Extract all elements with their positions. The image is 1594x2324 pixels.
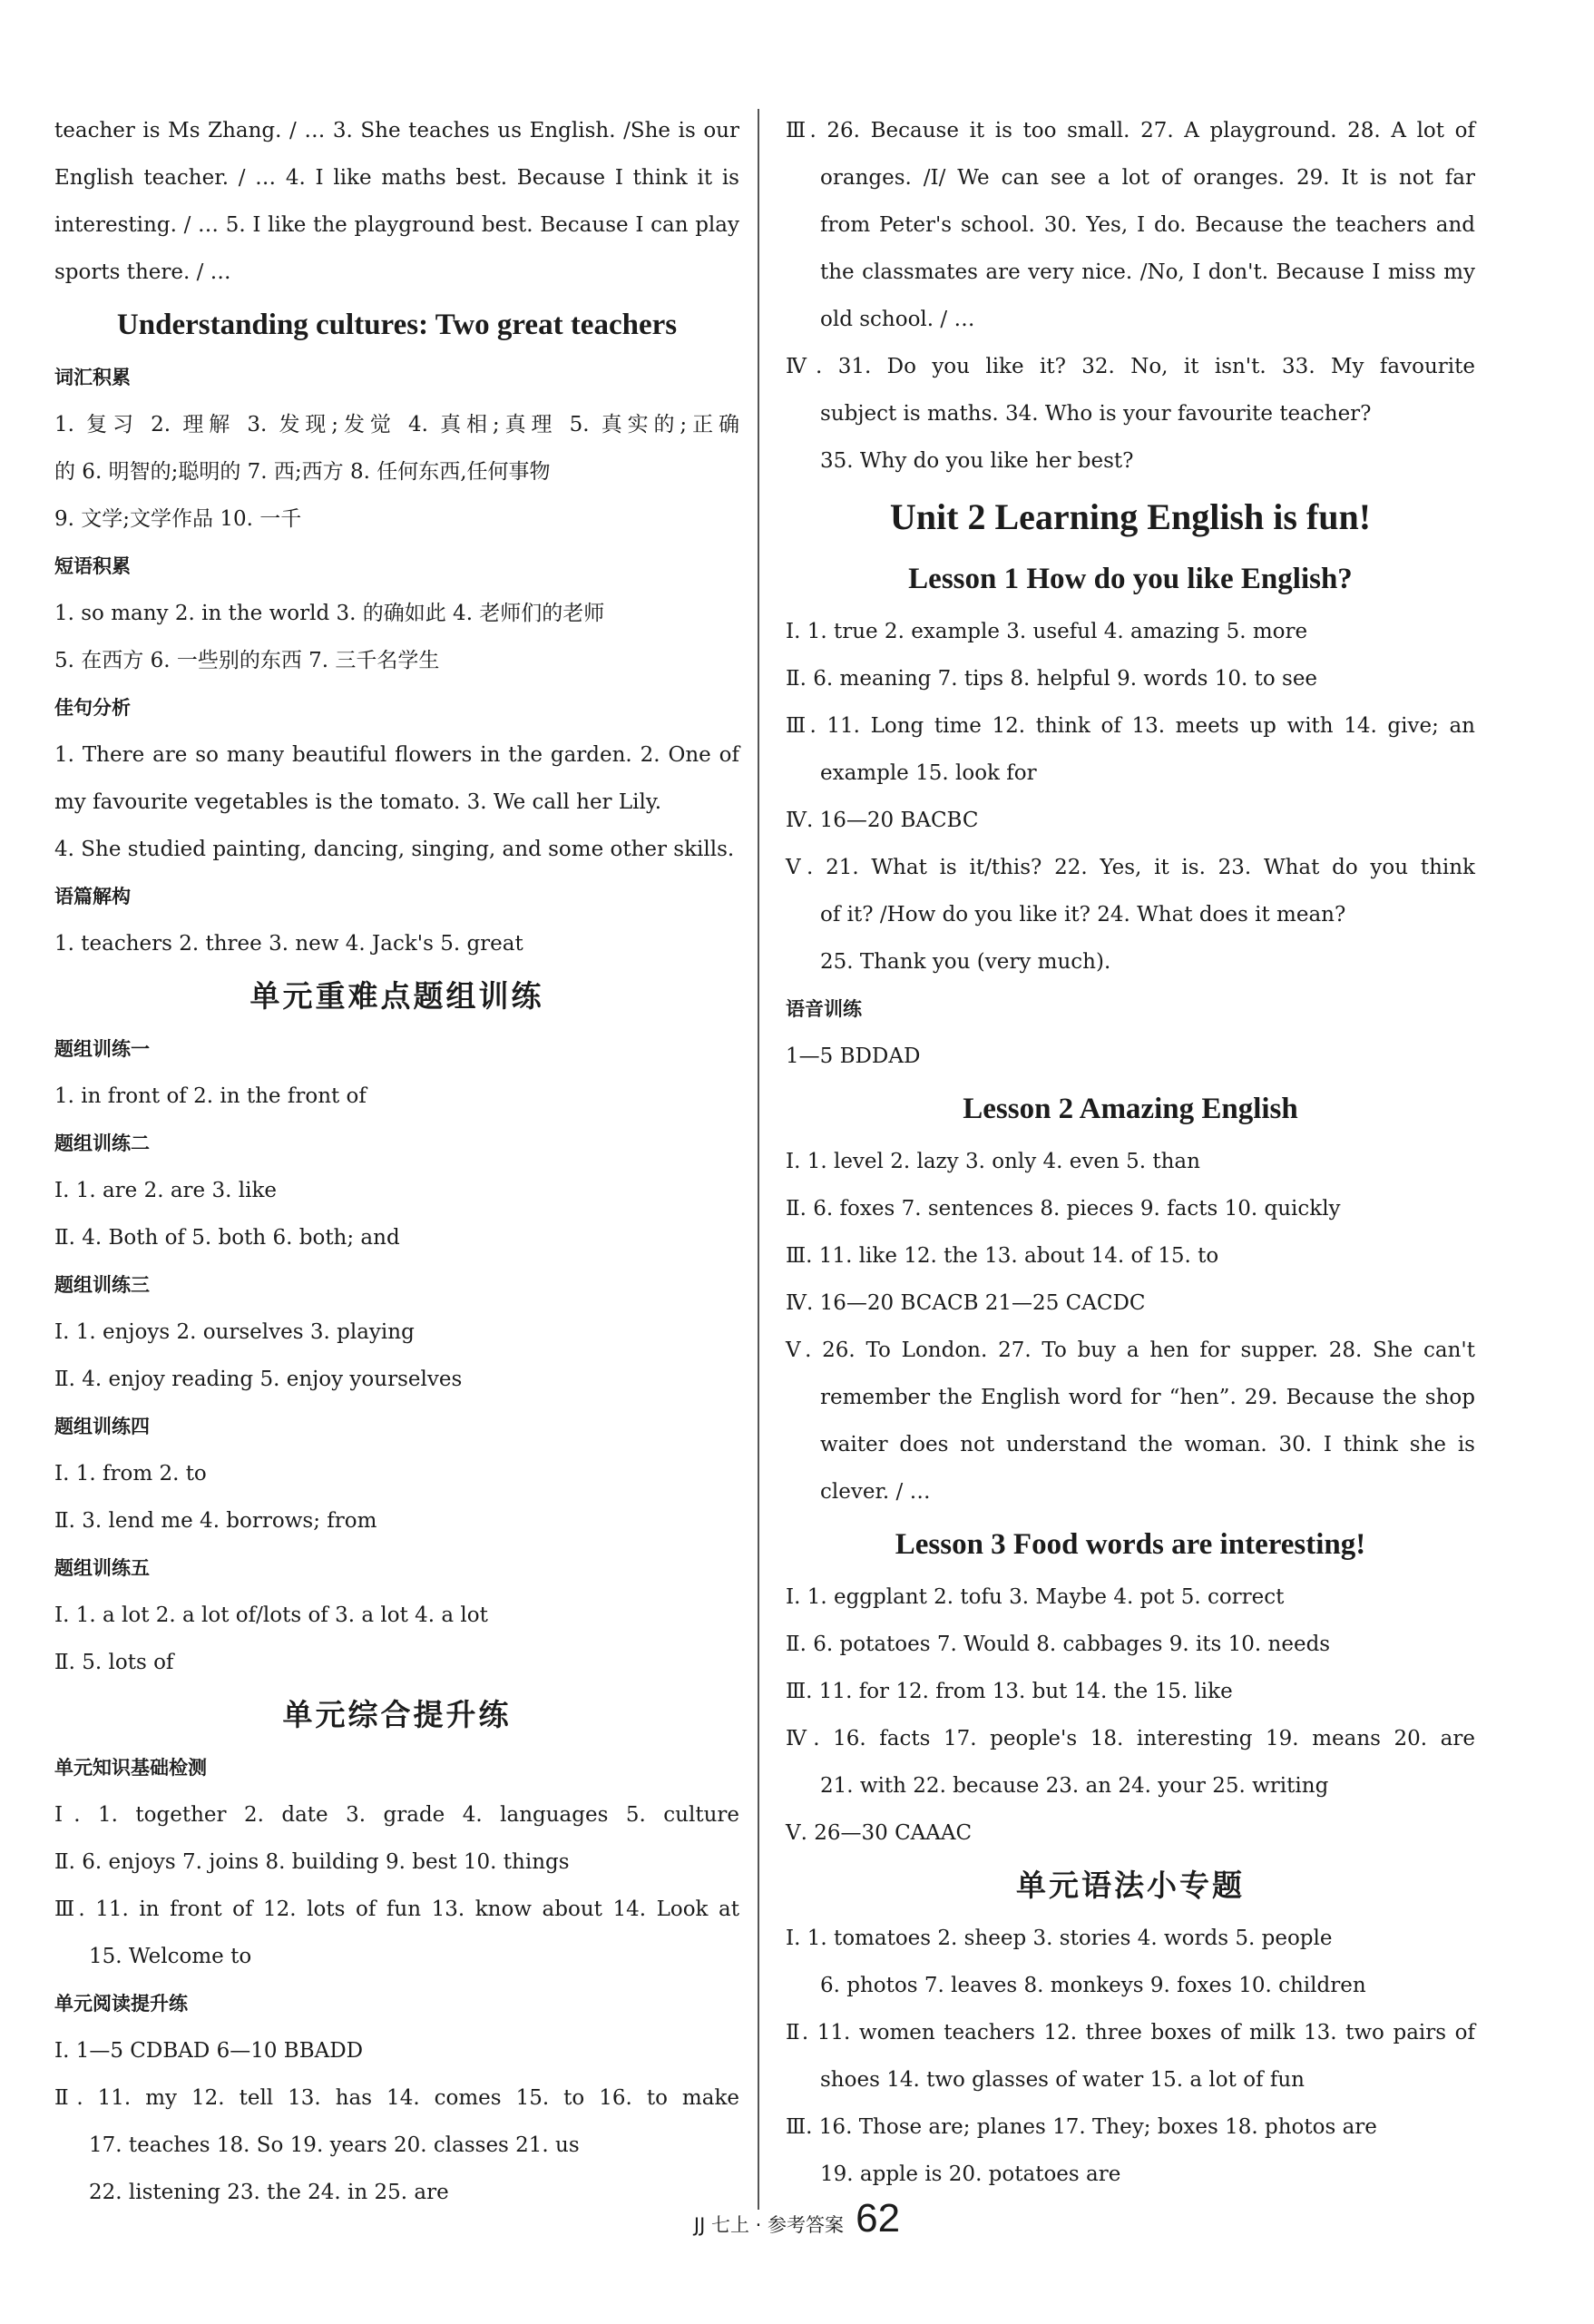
answer-line: Ⅰ. 1. enjoys 2. ourselves 3. playing (54, 1320, 415, 1344)
section-title: 单元语法小专题 (1016, 1868, 1245, 1903)
answer-line: Ⅲ. 11. in front of 12. lots of fun 13. know about 14. Look at (54, 1897, 739, 1921)
answer-line: Ⅰ. 1—5 CDBAD 6—10 BBADD (54, 2039, 364, 2063)
answer-line: Ⅱ. 6. meaning 7. tips 8. helpful 9. words 10. to see (786, 667, 1318, 691)
unit-title: Unit 2 Learning English is fun! (889, 496, 1372, 537)
answer-line: sports there. / … (54, 260, 231, 284)
answer-line: interesting. / … 5. I like the playground best. Because I can play (54, 213, 739, 237)
answer-line: Ⅴ. 21. What is it/this? 22. Yes, it is. 23. What do you think (786, 856, 1475, 879)
answer-line: 17. teaches 18. So 19. years 20. classes 21. us (89, 2133, 580, 2157)
answer-line: from Peter's school. 30. Yes, I do. Because the teachers and (820, 213, 1475, 237)
answer-line: Ⅱ. 4. enjoy reading 5. enjoy yourselves (54, 1368, 463, 1391)
subsection-heading: 短语积累 (54, 555, 131, 577)
left-column (54, 107, 739, 2216)
answer-line: 19. apple is 20. potatoes are (820, 2162, 1121, 2186)
answer-line: Ⅲ. 11. Long time 12. think of 13. meets up with 14. give; an (786, 714, 1475, 738)
answer-line: Ⅳ. 31. Do you like it? 32. No, it isn't. 33. My favourite (786, 355, 1475, 378)
subsection-heading: 题组训练二 (54, 1133, 150, 1154)
subsection-heading: 单元阅读提升练 (54, 1993, 188, 2015)
answer-line: Ⅴ. 26—30 CAAAC (786, 1821, 973, 1845)
answer-line: remember the English word for “hen”. 29. Because the shop (820, 1386, 1475, 1409)
answer-line: Ⅳ. 16—20 BCACB 21—25 CACDC (786, 1291, 1146, 1315)
answer-line: Ⅰ. 1. are 2. are 3. like (54, 1179, 277, 1202)
answer-line: waiter does not understand the woman. 30. I think she is (820, 1433, 1475, 1456)
answer-line: Ⅲ. 16. Those are; planes 17. They; boxes 18. photos are (786, 2115, 1377, 2139)
lesson-title: Lesson 3 Food words are interesting! (895, 1528, 1366, 1561)
subsection-heading: 题组训练四 (54, 1416, 150, 1437)
answer-line: Ⅱ. 3. lend me 4. borrows; from (54, 1509, 377, 1533)
answer-line: 35. Why do you like her best? (820, 449, 1134, 473)
answer-line: 25. Thank you (very much). (820, 950, 1111, 974)
answer-line: my favourite vegetables is the tomato. 3. We call her Lily. (54, 790, 662, 814)
subsection-heading: 单元知识基础检测 (54, 1757, 207, 1779)
column-divider (758, 109, 759, 2210)
answer-line: Ⅱ. 11. women teachers 12. three boxes of milk 13. two pairs of (786, 2021, 1475, 2045)
answer-line: English teacher. / … 4. I like maths best. Because I think it is (54, 166, 739, 190)
answer-line: Ⅲ. 26. Because it is too small. 27. A playground. 28. A lot of (786, 119, 1475, 142)
answer-line: Ⅱ. 6. potatoes 7. Would 8. cabbages 9. its 10. needs (786, 1633, 1331, 1656)
section-title: Understanding cultures: Two great teachers (116, 309, 678, 341)
answer-line: 22. listening 23. the 24. in 25. are (89, 2181, 449, 2204)
answer-line: Ⅰ. 1. tomatoes 2. sheep 3. stories 4. words 5. people (786, 1927, 1333, 1950)
answer-line: Ⅰ. 1. from 2. to (54, 1462, 207, 1486)
answer-line: Ⅲ. 11. for 12. from 13. but 14. the 15. like (786, 1680, 1233, 1703)
subsection-heading: 词汇积累 (54, 367, 131, 388)
answer-line: 1. in front of 2. in the front of (54, 1084, 367, 1108)
answer-line: 5. 在西方 6. 一些别的东西 7. 三千名学生 (54, 649, 440, 672)
answer-line: clever. / … (820, 1480, 931, 1504)
subsection-heading: 佳句分析 (54, 697, 131, 719)
answer-line: Ⅱ. 4. Both of 5. both 6. both; and (54, 1226, 400, 1250)
answer-line: Ⅰ. 1. true 2. example 3. useful 4. amazing 5. more (786, 620, 1308, 643)
answer-line: Ⅱ. 5. lots of (54, 1651, 174, 1674)
answer-line: 9. 文学;文学作品 10. 一千 (54, 507, 302, 531)
answer-line: 15. Welcome to (89, 1945, 252, 1968)
answer-line: 的 6. 明智的;聪明的 7. 西;西方 8. 任何东西,任何事物 (54, 460, 551, 484)
section-title: 单元重难点题组训练 (249, 978, 544, 1014)
answer-line: Ⅱ. 6. enjoys 7. joins 8. building 9. best 10. things (54, 1850, 570, 1874)
page-number: 62 (856, 2196, 901, 2241)
subsection-heading: 题组训练三 (54, 1274, 150, 1296)
answer-line: Ⅰ. 1. level 2. lazy 3. only 4. even 5. than (786, 1150, 1200, 1173)
answer-line: teacher is Ms Zhang. / … 3. She teaches us English. /She is our (54, 119, 739, 142)
footer-label: JJ 七上 · 参考答案 (693, 2214, 845, 2236)
answer-line: 1—5 BDDAD (786, 1044, 921, 1068)
answer-line: 6. photos 7. leaves 8. monkeys 9. foxes 10. children (820, 1974, 1366, 1997)
answer-line: 1. so many 2. in the world 3. 的确如此 4. 老师们的老师 (54, 602, 605, 625)
page-footer (0, 2196, 1594, 2241)
answer-line: Ⅰ. 1. eggplant 2. tofu 3. Maybe 4. pot 5. correct (786, 1585, 1285, 1609)
answer-line: Ⅱ. 11. my 12. tell 13. has 14. comes 15. to 16. to make (54, 2086, 739, 2110)
answer-line: 1. 复习 2. 理解 3. 发现;发觉 4. 真相;真理 5. 真实的;正确 (54, 413, 739, 436)
subsection-heading: 语音训练 (786, 998, 862, 1020)
answer-line: the classmates are very nice. /No, I don't. Because I miss my (820, 260, 1475, 284)
right-column (786, 107, 1475, 2198)
answer-line: Ⅰ. 1. a lot 2. a lot of/lots of 3. a lot 4. a lot (54, 1603, 488, 1627)
answer-line: shoes 14. two glasses of water 15. a lot of fun (820, 2068, 1305, 2092)
answer-line: Ⅰ. 1. together 2. date 3. grade 4. languages 5. culture (54, 1803, 739, 1827)
answer-line: 4. She studied painting, dancing, singing, and some other skills. (54, 838, 735, 861)
answer-line: 21. with 22. because 23. an 24. your 25. writing (820, 1774, 1329, 1798)
subsection-heading: 语篇解构 (54, 886, 131, 907)
answer-line: Ⅳ. 16. facts 17. people's 18. interesting 19. means 20. are (786, 1727, 1475, 1750)
answer-line: 1. There are so many beautiful flowers in the garden. 2. One of (54, 743, 739, 767)
lesson-title: Lesson 1 How do you like English? (908, 563, 1353, 595)
subsection-heading: 题组训练一 (54, 1038, 150, 1060)
lesson-title: Lesson 2 Amazing English (963, 1093, 1298, 1125)
answer-line: Ⅱ. 6. foxes 7. sentences 8. pieces 9. facts 10. quickly (786, 1197, 1341, 1221)
answer-line: Ⅲ. 11. like 12. the 13. about 14. of 15. to (786, 1244, 1219, 1268)
section-title: 单元综合提升练 (282, 1697, 512, 1732)
answer-line: subject is maths. 34. Who is your favourite teacher? (820, 402, 1372, 426)
subsection-heading: 题组训练五 (54, 1557, 150, 1579)
answer-line: oranges. /I/ We can see a lot of oranges. 29. It is not far (820, 166, 1475, 190)
answer-line: Ⅴ. 26. To London. 27. To buy a hen for supper. 28. She can't (786, 1339, 1475, 1362)
answer-line: example 15. look for (820, 761, 1037, 785)
answer-line: old school. / … (820, 308, 975, 331)
answer-line: Ⅳ. 16—20 BACBC (786, 809, 979, 832)
answer-line: 1. teachers 2. three 3. new 4. Jack's 5. great (54, 932, 523, 956)
answer-line: of it? /How do you like it? 24. What does it mean? (820, 903, 1346, 927)
